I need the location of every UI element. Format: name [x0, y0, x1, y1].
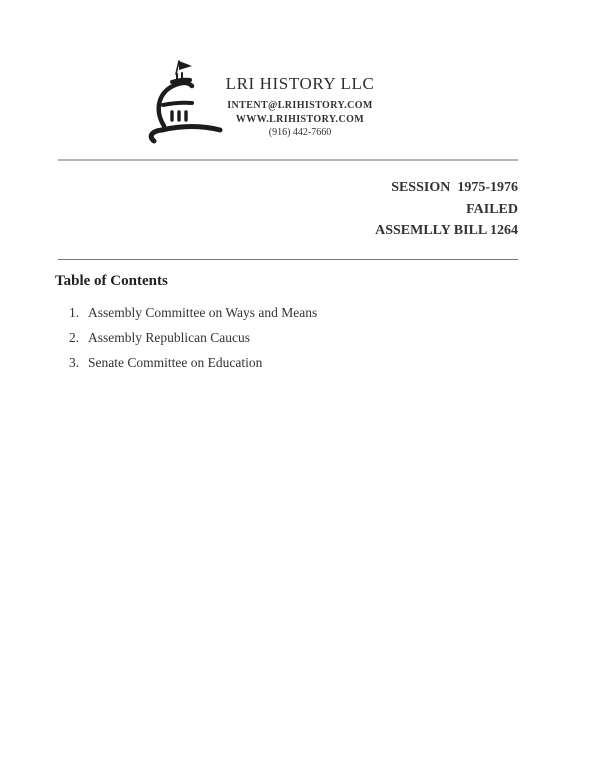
toc-item — [69, 331, 535, 345]
divider-top — [58, 159, 518, 161]
toc-item-label: Senate Committee on Education — [88, 355, 263, 370]
bill-number-line: ASSEMLLY BILL 1264 — [375, 223, 518, 238]
company-phone: (916) 442-7660 — [268, 127, 332, 138]
table-of-contents — [55, 272, 535, 381]
session-line: SESSION 1975-1976 — [391, 180, 518, 195]
toc-item-label: Assembly Republican Caucus — [88, 330, 250, 345]
letterhead — [188, 73, 412, 140]
bill-status-line: FAILED — [466, 201, 518, 217]
company-name: LRI HISTORY LLC — [225, 74, 375, 93]
toc-item-number: 1. — [69, 305, 80, 320]
toc-item-number: 3. — [69, 355, 80, 370]
toc-list — [55, 306, 535, 370]
toc-item-label: Assembly Committee on Ways and Means — [88, 305, 318, 320]
toc-item-number: 2. — [69, 330, 80, 345]
toc-title: Table of Contents — [55, 273, 168, 289]
company-email: INTENT@LRIHISTORY.COM — [227, 100, 373, 111]
toc-item — [69, 306, 535, 320]
toc-item — [69, 356, 535, 370]
bill-info-block — [375, 177, 518, 242]
company-website: WWW.LRIHISTORY.COM — [235, 113, 365, 125]
divider-bottom — [58, 259, 518, 260]
